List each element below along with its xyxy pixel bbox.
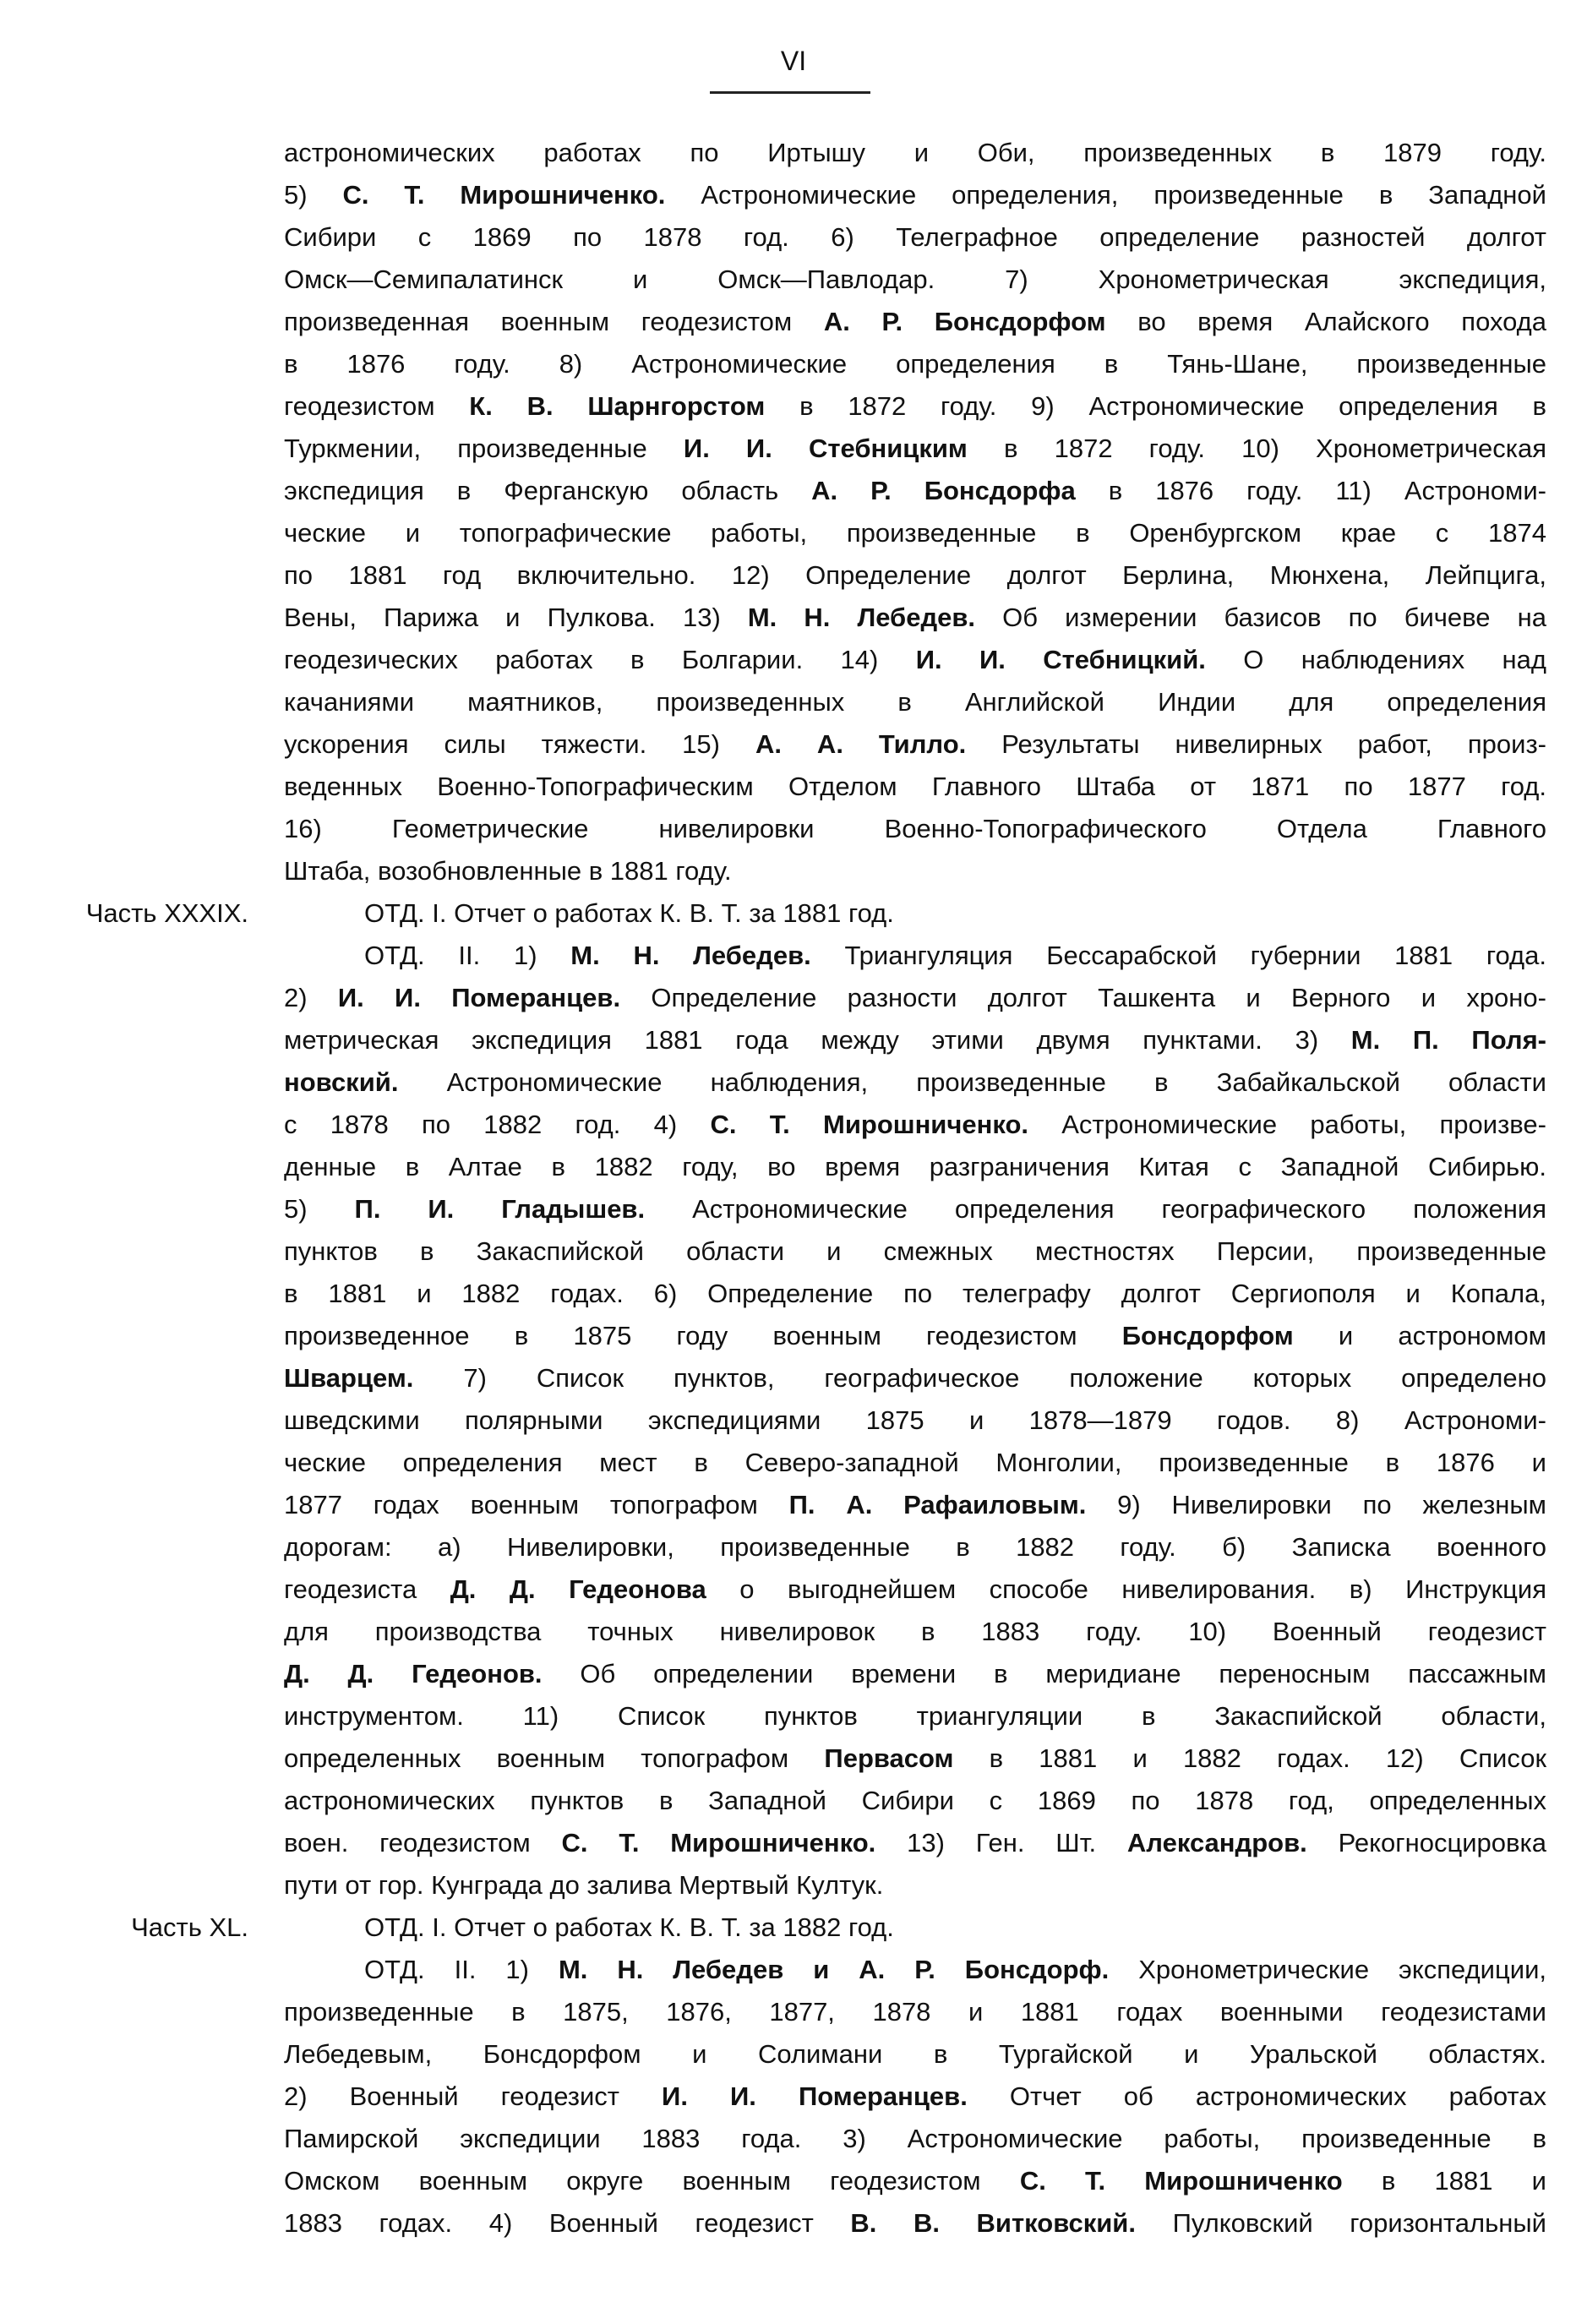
text-segment: произведенная военным геодезистом xyxy=(284,307,824,336)
text-segment: геодезических работах в Болгарии. 14) xyxy=(284,645,916,674)
text-segment: Туркмении, произведенные xyxy=(284,434,684,463)
text-segment: для производства точных нивелировок в 1883 году. 10) Военный геодезист xyxy=(284,1617,1546,1646)
text-segment: Хронометрические экспедиции, xyxy=(1109,1955,1547,1984)
text-segment: 2) Военный геодезист xyxy=(284,2081,663,2111)
author-name: Первасом xyxy=(824,1743,954,1773)
text-segment: шведскими полярными экспедициями 1875 и 1878—1879 годов. 8) Астрономи- xyxy=(284,1405,1546,1435)
body-text xyxy=(85,132,1547,2245)
text-line xyxy=(284,1526,1546,1568)
author-name: А. А. Тилло. xyxy=(755,729,967,759)
text-line xyxy=(284,723,1546,766)
part-label: Часть XL. xyxy=(131,1912,248,1942)
text-segment: геодезистом xyxy=(284,391,470,421)
text-segment: 1877 годах военным топографом xyxy=(284,1490,789,1519)
text-segment: Сибири с 1869 по 1878 год. 6) Телеграфное определение разностей долгот xyxy=(284,222,1546,252)
text-segment: в 1876 году. 8) Астрономические определения в Тянь-Шане, произведенные xyxy=(284,349,1546,379)
text-line xyxy=(131,1907,1546,1949)
header-rule xyxy=(710,91,870,94)
text-segment: качаниями маятников, произведенных в Английской Индии для определения xyxy=(284,687,1546,717)
text-line xyxy=(284,1991,1546,2033)
text-line xyxy=(284,681,1546,723)
text-line xyxy=(284,385,1546,428)
text-line xyxy=(284,1019,1546,1061)
text-segment: и астрономом xyxy=(1293,1321,1546,1350)
text-line xyxy=(284,1399,1546,1442)
author-name: М. Н. Лебедев. xyxy=(747,603,976,632)
text-segment: 7) Список пунктов, географическое положение которых определено xyxy=(413,1363,1546,1393)
text-line xyxy=(284,301,1546,343)
text-line xyxy=(284,1442,1546,1484)
text-segment: Определение разности долгот Ташкента и Верного и хроно- xyxy=(620,983,1546,1012)
author-name: М. Н. Лебедев и А. Р. Бонсдорф. xyxy=(558,1955,1110,1984)
text-segment: дорогам: а) Нивелировки, произведенные в 1882 году. б) Записка военного xyxy=(284,1532,1546,1562)
author-name: Д. Д. Гедеонова xyxy=(450,1574,706,1604)
text-segment: Триангуляция Бессарабской губернии 1881 года. xyxy=(810,941,1546,970)
text-segment: Астрономические определения географического положения xyxy=(645,1194,1546,1224)
author-name: В. В. Витковский. xyxy=(850,2208,1136,2238)
text-segment: Пулковский горизонтальный xyxy=(1135,2208,1547,2238)
text-line xyxy=(284,1864,1546,1907)
text-segment: Памирской экспедиции 1883 года. 3) Астрономические работы, произведенные в xyxy=(284,2124,1546,2153)
author-name: П. И. Гладышев. xyxy=(354,1194,646,1224)
text-segment: Рекогносцировка xyxy=(1306,1828,1546,1858)
text-line xyxy=(284,1822,1546,1864)
text-segment: 2) xyxy=(284,983,338,1012)
text-segment: Омск—Семипалатинск и Омск—Павлодар. 7) Хронометрическая экспедиция, xyxy=(284,265,1546,294)
author-name: А. Р. Бонсдорфом xyxy=(823,307,1106,336)
text-line xyxy=(284,428,1546,470)
text-line xyxy=(284,1188,1546,1230)
text-segment: ОТД. I. Отчет о работах К. В. Т. за 1881 год. xyxy=(364,898,894,928)
text-line xyxy=(85,892,1546,935)
text-segment: астрономических работах по Иртышу и Оби, произведенных в 1879 году. xyxy=(284,138,1546,167)
text-segment: Омском военным округе военным геодезистом xyxy=(284,2166,1020,2196)
author-name: И. И. Померанцев. xyxy=(662,2081,968,2111)
text-line xyxy=(284,639,1546,681)
text-segment: Штаба, возобновленные в 1881 году. xyxy=(284,856,732,886)
text-segment: 5) xyxy=(284,180,343,210)
author-name: М. П. Поля- xyxy=(1350,1025,1546,1055)
author-name: К. В. Шарнгорстом xyxy=(469,391,766,421)
text-segment: 9) Нивелировки по железным xyxy=(1086,1490,1546,1519)
part-label: Часть XXXIX. xyxy=(85,898,248,928)
author-name: С. Т. Мирошниченко. xyxy=(342,180,666,210)
author-name: И. И. Стебницким xyxy=(683,434,968,463)
author-name: С. Т. Мирошниченко xyxy=(1019,2166,1343,2196)
text-segment: Астрономические работы, произве- xyxy=(1028,1110,1546,1139)
text-segment: Результаты нивелирных работ, произ- xyxy=(966,729,1546,759)
text-line xyxy=(284,2076,1546,2118)
text-line xyxy=(284,554,1546,597)
text-segment: геодезиста xyxy=(284,1574,450,1604)
text-segment: в 1872 году. 9) Астрономические определения в xyxy=(765,391,1547,421)
text-line xyxy=(284,977,1546,1019)
author-name: П. А. Рафаиловым. xyxy=(788,1490,1087,1519)
text-segment: 16) Геометрические нивелировки Военно-Топографического Отдела Главного xyxy=(284,814,1546,843)
text-line xyxy=(284,1104,1546,1146)
text-segment: пути от гор. Кунграда до залива Мертвый Култук. xyxy=(284,1870,884,1900)
text-line xyxy=(284,1568,1546,1611)
text-line xyxy=(284,216,1546,259)
text-segment: в 1881 и xyxy=(1342,2166,1546,2196)
author-name: И. И. Померанцев. xyxy=(337,983,621,1012)
text-line xyxy=(284,2202,1546,2245)
text-segment: воен. геодезистом xyxy=(284,1828,562,1858)
text-segment: ОТД. I. Отчет о работах К. В. Т. за 1882 год. xyxy=(364,1912,894,1942)
text-segment: ОТД. II. 1) xyxy=(364,941,571,970)
text-segment: ускорения силы тяжести. 15) xyxy=(284,729,755,759)
text-segment: произведенное в 1875 году военным геодезистом xyxy=(284,1321,1122,1350)
text-line xyxy=(284,174,1546,216)
text-segment: Отчет об астрономических работах xyxy=(967,2081,1546,2111)
author-name: Д. Д. Гедеонов. xyxy=(284,1659,543,1688)
text-segment: экспедиция в Ферганскую область xyxy=(284,476,812,505)
text-line xyxy=(284,2160,1546,2202)
text-line xyxy=(284,2033,1546,2076)
text-line xyxy=(284,1230,1546,1273)
text-segment: во время Алайского похода xyxy=(1105,307,1547,336)
text-segment: денные в Алтае в 1882 году, во время разграничения Китая с Западной Сибирью. xyxy=(284,1152,1546,1181)
text-segment: в 1881 и 1882 годах. 6) Определение по телеграфу долгот Сергиополя и Копала, xyxy=(284,1279,1546,1308)
text-segment: ческие определения мест в Северо-западной Монголии, произведенные в 1876 и xyxy=(284,1448,1546,1477)
text-line xyxy=(284,259,1546,301)
author-name: Александров. xyxy=(1126,1828,1307,1858)
text-segment: метрическая экспедиция 1881 года между этими двумя пунктами. 3) xyxy=(284,1025,1351,1055)
text-line xyxy=(284,1146,1546,1188)
text-segment: в 1881 и 1882 годах. 12) Список xyxy=(953,1743,1547,1773)
page-number: VI xyxy=(780,46,807,76)
text-line xyxy=(284,1949,1546,1991)
text-segment: Об измерении базисов по бичеве на xyxy=(975,603,1546,632)
text-segment: ческие и топографические работы, произведенные в Оренбургском крае с 1874 xyxy=(284,518,1546,548)
author-name: А. Р. Бонсдорфа xyxy=(811,476,1076,505)
author-name: Бонсдорфом xyxy=(1121,1321,1294,1350)
text-line xyxy=(284,1357,1546,1399)
text-segment: астрономических пунктов в Западной Сибири с 1869 по 1878 год, определенных xyxy=(284,1786,1546,1815)
text-segment: определенных военным топографом xyxy=(284,1743,825,1773)
author-name: С. Т. Мирошниченко. xyxy=(710,1110,1028,1139)
text-segment: веденных Военно-Топографическим Отделом Главного Штаба от 1871 по 1877 год. xyxy=(284,772,1546,801)
text-segment: инструментом. 11) Список пунктов триангуляции в Закаспийской области, xyxy=(284,1701,1546,1731)
text-line xyxy=(284,1738,1546,1780)
text-segment: с 1878 по 1882 год. 4) xyxy=(284,1110,711,1139)
text-segment: Астрономические наблюдения, произведенные в Забайкальской области xyxy=(398,1067,1546,1097)
text-segment: о выгоднейшем способе нивелирования. в) Инструкция xyxy=(706,1574,1546,1604)
text-line xyxy=(284,1061,1546,1104)
text-line xyxy=(284,1611,1546,1653)
text-segment: Вены, Парижа и Пулкова. 13) xyxy=(284,603,748,632)
text-line xyxy=(284,766,1546,808)
text-line xyxy=(284,512,1546,554)
text-line xyxy=(284,1695,1546,1738)
text-line xyxy=(284,935,1546,977)
author-name: новский. xyxy=(284,1067,399,1097)
text-line xyxy=(284,1484,1546,1526)
text-line xyxy=(284,2118,1546,2160)
text-line xyxy=(284,808,1546,850)
text-segment: в 1876 году. 11) Астрономи- xyxy=(1075,476,1547,505)
author-name: И. И. Стебницкий. xyxy=(915,645,1206,674)
text-segment: ОТД. II. 1) xyxy=(364,1955,559,1984)
text-segment: Астрономические определения, произведенные в Западной xyxy=(665,180,1546,210)
text-segment: произведенные в 1875, 1876, 1877, 1878 и 1881 годах военными геодезистами xyxy=(284,1997,1546,2027)
text-line xyxy=(284,343,1546,385)
text-segment: 5) xyxy=(284,1194,355,1224)
text-line xyxy=(284,1273,1546,1315)
text-segment: пунктов в Закаспийской области и смежных местностях Персии, произведенные xyxy=(284,1236,1546,1266)
text-segment: Об определении времени в меридиане переносным пассажным xyxy=(542,1659,1546,1688)
text-line xyxy=(284,850,1546,892)
author-name: М. Н. Лебедев. xyxy=(570,941,811,970)
text-line xyxy=(284,1315,1546,1357)
text-segment: 13) Ген. Шт. xyxy=(875,1828,1127,1858)
author-name: Шварцем. xyxy=(284,1363,414,1393)
text-line xyxy=(284,470,1546,512)
text-line xyxy=(284,1653,1546,1695)
text-line xyxy=(284,597,1546,639)
text-line xyxy=(284,1780,1546,1822)
text-segment: Лебедевым, Бонсдорфом и Солимани в Тургайской и Уральской областях. xyxy=(284,2039,1546,2069)
text-segment: в 1872 году. 10) Хронометрическая xyxy=(967,434,1546,463)
text-segment: О наблюдениях над xyxy=(1205,645,1546,674)
text-segment: по 1881 год включительно. 12) Определение долгот Берлина, Мюнхена, Лейпцига, xyxy=(284,560,1546,590)
text-segment: 1883 годах. 4) Военный геодезист xyxy=(284,2208,851,2238)
author-name: С. Т. Мирошниченко. xyxy=(561,1828,876,1858)
text-line xyxy=(284,132,1546,174)
